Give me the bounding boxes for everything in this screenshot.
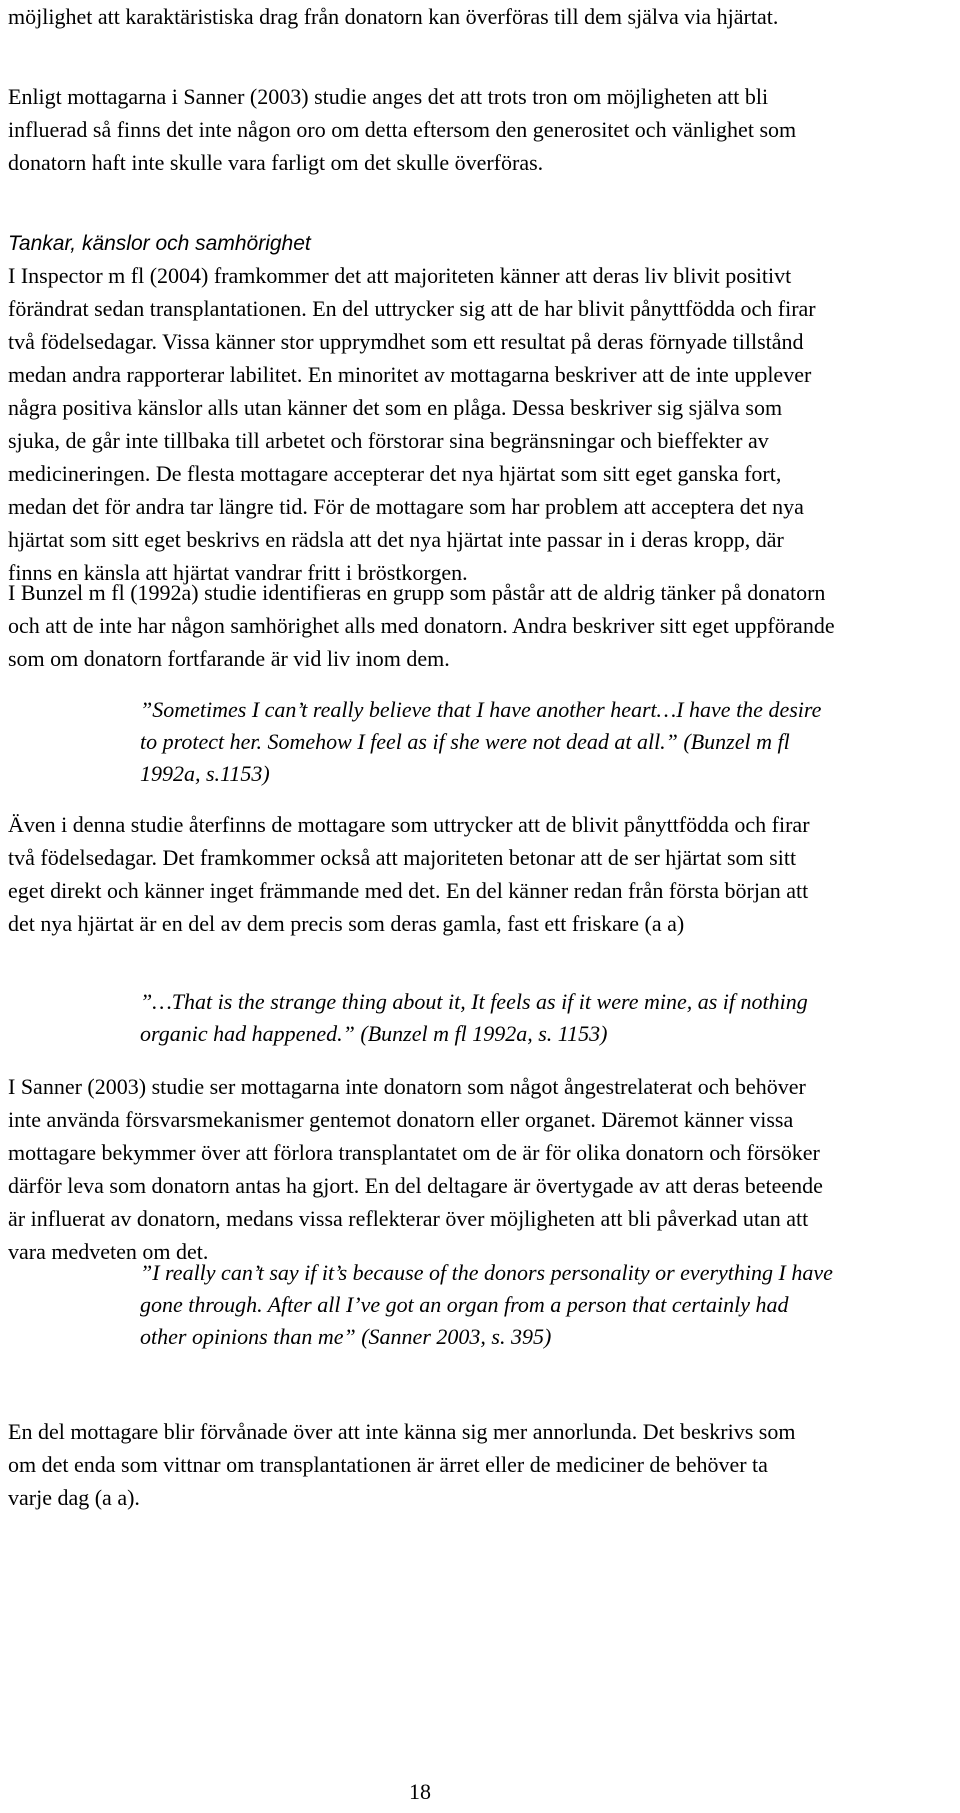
block-quote-1: ”Sometimes I can’t really believe that I have another heart…I have the desire to protect her. Somehow I feel as if she were not dead at all.” (Bunzel m fl 1992a, s.1153) [140, 697, 822, 786]
paragraph-sanner-worry: Enligt mottagarna i Sanner (2003) studie anges det att trots tron om möjligheten att bli influerad så finns det inte någon oro om detta eftersom den generositet och vänlighet som donatorn haft inte skulle vara farligt om det skulle överföras. [8, 84, 797, 175]
section-heading: Tankar, känslor och samhörighet [8, 232, 311, 255]
paragraph-inspector: I Inspector m fl (2004) framkommer det att majoriteten känner att deras liv blivit positivt förändrat sedan transplantationen. En del uttrycker sig att de har blivit pånyttfödda och firar två födelsedagar. Vissa känner stor upprymdhet som ett resultat på deras förnyade tillstånd medan andra rapporterar labilitet. En minoritet av mottagarna beskriver att de inte upplever några positiva känslor alls utan känner det som en plåga. Dessa beskriver sig själva som sjuka, de går inte tillbaka till arbetet och förstorar sina begränsningar och bieffekter av medicineringen. De flesta mottagare accepterar det nya hjärtat som sitt eget ganska fort, medan det för andra tar längre tid. För de mottagare som har problem att acceptera det nya hjärtat som sitt eget beskrivs en rädsla att det nya hjärtat inte passar in i deras kropp, där finns en känsla att hjärtat vandrar fritt i bröstkorgen. [8, 263, 816, 585]
paragraph-continuation: möjlighet att karaktäristiska drag från donatorn kan överföras till dem själva via hjärtat. [8, 4, 779, 29]
paragraph-bunzel: I Bunzel m fl (1992a) studie identifieras en grupp som påstår att de aldrig tänker på donatorn och att de inte har någon samhörighet alls med donatorn. Andra beskriver sitt eget uppförande som om donatorn fortfarande är vid liv inom dem. [8, 580, 835, 671]
paragraph-surprised: En del mottagare blir förvånade över att inte känna sig mer annorlunda. Det beskrivs som om det enda som vittnar om transplantationen är ärret eller de mediciner de behöver ta varje dag (a a). [8, 1419, 796, 1510]
block-quote-2: ”…That is the strange thing about it, It feels as if it were mine, as if nothing organic had happened.” (Bunzel m fl 1992a, s. 1153) [140, 989, 808, 1046]
paragraph-reborn: Även i denna studie återfinns de mottagare som uttrycker att de blivit pånyttfödda och firar två födelsedagar. Det framkommer också att majoriteten betonar att de ser hjärtat som sitt eget direkt och känner inget främmande med det. En del känner redan från första början att det nya hjärtat är en del av dem precis som deras gamla, fast ett friskare (a a) [8, 812, 810, 936]
block-quote-3: ”I really can’t say if it’s because of the donors personality or everything I have gone through. After all I’ve got an organ from a person that certainly had other opinions than me” (Sanner 2003, s. 395) [140, 1260, 833, 1349]
page-number: 18 [409, 1779, 431, 1804]
paragraph-sanner-behaviour: I Sanner (2003) studie ser mottagarna inte donatorn som något ångestrelaterat och behöver inte använda försvarsmekanismer gentemot donatorn eller organet. Däremot känner vissa mottagare bekymmer över att förlora transplantatet om de är för olika donatorn och försöker därför leva som donatorn antas ha gjort. En del deltagare är övertygade av att deras beteende är influerat av donatorn, medans vissa reflekterar över möjligheten att bli påverkad utan att vara medveten om det. [8, 1074, 823, 1264]
